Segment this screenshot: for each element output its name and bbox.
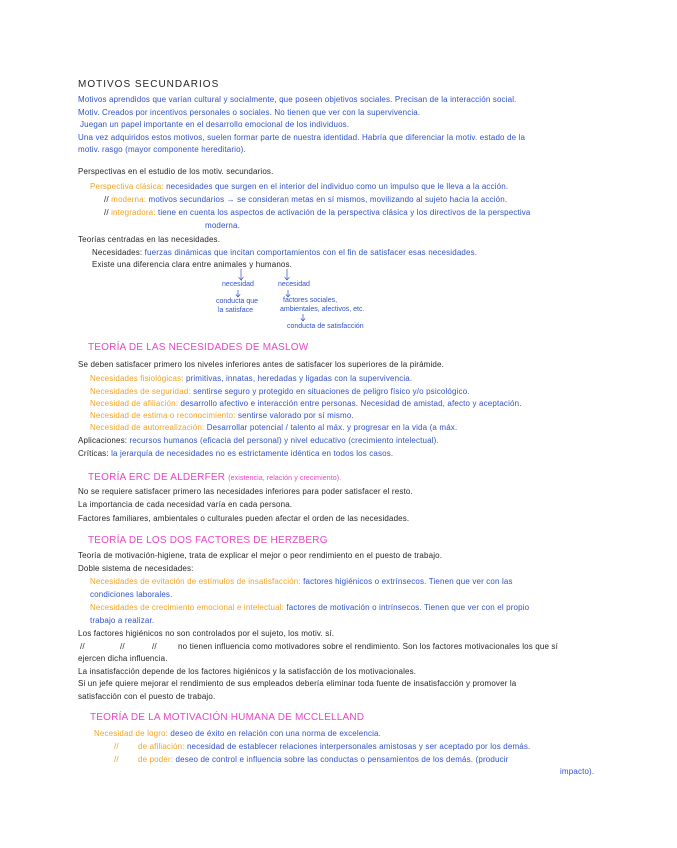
herzberg-intro: Teoría de motivación-higiene, trata de explicar el mejor o peor rendimiento en el puesto de trabajo.	[78, 551, 443, 560]
maslow-heading: TEORÍA DE LAS NECESIDADES DE MASLOW	[88, 342, 309, 353]
maslow-need-label: Necesidades fisiológicas:	[90, 374, 184, 383]
herzberg-growth-text: factores de motivación o intrínsecos. Tienen que ver con el propio	[286, 603, 530, 612]
herzberg-dissatisfaction: La insatisfacción depende de los factores higiénicos y la satisfacción de los motivacionales.	[78, 667, 417, 676]
intro-line: Una vez adquiridos estos motivos, suelen formar parte de nuestra identidad. Habría que diferenciar la motiv. estado de la	[78, 133, 526, 142]
mcclelland-achievement	[94, 729, 381, 739]
ditto-mark: //	[80, 642, 85, 651]
maslow-applications-label: Aplicaciones:	[78, 436, 128, 445]
herzberg-avoidance	[90, 577, 513, 587]
maslow-need-text: Desarrollar potencial / talento al máx. y progresar en la vida (a máx.	[206, 423, 458, 432]
herzberg-influence-text: no tienen influencia como motivadores sobre el rendimiento. Son los factores motivacionales los que sí	[178, 642, 558, 651]
mcclelland-achievement-text: deseo de éxito en relación con una norma de excelencia.	[170, 729, 381, 738]
maslow-applications-text: recursos humanos (eficacia del personal) y nivel educativo (crecimiento intelectual).	[129, 436, 439, 445]
herzberg-growth-label: Necesidades de crecimiento emocional e intelectual:	[90, 603, 284, 612]
maslow-need	[90, 374, 412, 384]
maslow-need	[90, 399, 522, 409]
alderfer-line: No se requiere satisfacer primero las necesidades inferiores para poder satisfacer el resto.	[78, 487, 413, 496]
herzberg-boss: Si un jefe quiere mejorar el rendimiento de sus empleados debería eliminar toda fuente de insatisfacción y promover la	[78, 679, 517, 688]
diagram-human-factors: factores sociales,	[283, 297, 338, 304]
mcclelland-affiliation-text: necesidad de establecer relaciones interpersonales amistosas y ser aceptado por los demás.	[186, 742, 531, 751]
maslow-criticism	[78, 449, 393, 459]
maslow-criticism-text: la jerarquía de necesidades no es estrictamente idéntica en todos los casos.	[111, 449, 394, 458]
perspective-classic	[90, 182, 508, 192]
diagram-animal-behavior: conducta que	[216, 298, 259, 305]
intro-line: Motiv. Creados por incentivos personales o sociales. No tienen que ver con la supervivencia.	[78, 108, 421, 117]
arrow-down-icon	[285, 269, 290, 280]
perspective-modern	[104, 195, 507, 205]
herzberg-influence-cont: ejercen dicha influencia.	[78, 654, 168, 663]
needs-definition-text: fuerzas dinámicas que incitan comportamientos con el fin de satisfacer esas necesidades.	[144, 248, 478, 257]
diagram-human-need: necesidad	[278, 281, 310, 288]
alderfer-heading-title: TEORÍA ERC DE ALDERFER	[88, 472, 226, 483]
ditto-mark: //	[104, 208, 109, 217]
alderfer-line: La importancia de cada necesidad varía en cada persona.	[78, 500, 293, 509]
perspective-integrative	[104, 208, 531, 218]
herzberg-growth	[90, 603, 529, 613]
intro-line: motiv. rasgo (mayor componente hereditario).	[78, 145, 246, 154]
maslow-need	[90, 387, 470, 397]
arrow-down-icon	[286, 290, 290, 297]
herzberg-control: Los factores higiénicos no son controlados por el sujeto, los motiv. sí.	[78, 629, 335, 638]
ditto-mark: //	[152, 642, 157, 651]
intro-line: Motivos aprendidos que varían cultural y socialmente, que poseen objetivos sociales. Precisan de la interacción social.	[78, 95, 517, 104]
animals-humans-difference: Existe una diferencia clara entre animales y humanos.	[92, 260, 293, 269]
maslow-need-text: sentirse seguro y protegido en situaciones de peligro físico y/o psicológico.	[193, 387, 470, 396]
ditto-mark: //	[114, 755, 119, 764]
maslow-need	[90, 411, 354, 421]
perspective-integrative-text: tiene en cuenta los aspectos de activación de la perspectiva clásica y los directivos de la perspectiva	[158, 208, 531, 217]
maslow-need-text: sentirse valorado por sí mismo.	[238, 411, 354, 420]
diagram-animal-need: necesidad	[222, 281, 254, 288]
alderfer-heading	[88, 471, 341, 485]
maslow-criticism-label: Críticas:	[78, 449, 109, 458]
herzberg-growth-cont: trabajo a realizar.	[90, 616, 155, 625]
maslow-need-text: desarrollo afectivo e interacción entre personas. Necesidad de amistad, afecto y aceptación.	[180, 399, 522, 408]
herzberg-avoidance-cont: condiciones laborales.	[90, 590, 173, 599]
diagram-animal-behavior: la satisface	[218, 307, 254, 314]
mcclelland-power	[114, 755, 508, 765]
arrow-down-icon	[239, 269, 244, 280]
maslow-need-label: Necesidad de estima o reconocimiento:	[90, 411, 236, 420]
maslow-need	[90, 423, 457, 433]
mcclelland-power-text: deseo de control e influencia sobre las conductas o pensamientos de los demás. (producir	[175, 755, 509, 764]
ditto-mark: //	[104, 195, 109, 204]
mcclelland-power-cont: impacto).	[560, 767, 595, 776]
maslow-need-label: Necesidades de seguridad:	[90, 387, 191, 396]
perspective-integrative-cont: moderna.	[205, 221, 240, 230]
herzberg-avoidance-text: factores higiénicos o extrínsecos. Tienen que ver con las	[303, 577, 513, 586]
herzberg-boss-cont: satisfacción con el puesto de trabajo.	[78, 692, 216, 701]
mcclelland-heading: TEORÍA DE LA MOTIVACIÓN HUMANA DE MCCLELLAND	[90, 712, 365, 723]
mcclelland-achievement-label: Necesidad de logro:	[94, 729, 169, 738]
perspective-integrative-label: integradora:	[111, 208, 156, 217]
arrow-down-icon	[236, 290, 240, 297]
page-title: MOTIVOS SECUNDARIOS	[78, 79, 220, 90]
ditto-mark: //	[114, 742, 119, 751]
maslow-applications	[78, 436, 439, 446]
diagram-human-behavior: conducta de satisfacción	[287, 323, 364, 330]
diagram-human-factors: ambientales, afectivos, etc.	[280, 306, 365, 313]
alderfer-line: Factores familiares, ambientales o culturales pueden afectar el orden de las necesidades.	[78, 514, 410, 523]
mcclelland-affiliation-label: de afiliación:	[138, 742, 185, 751]
perspective-classic-text: necesidades que surgen en el interior del individuo como un impulso que le lleva a la acción.	[166, 182, 509, 191]
perspective-modern-text: motivos secundarios → se consideran metas en sí mismos, movilizando al sujeto hacia la acción.	[148, 195, 508, 204]
mcclelland-affiliation	[114, 742, 530, 752]
maslow-intro: Se deben satisfacer primero los niveles inferiores antes de satisfacer los superiores de la pirámide.	[78, 360, 444, 369]
maslow-need-label: Necesidad de autorrealización:	[90, 423, 205, 432]
maslow-need-label: Necesidad de afiliación:	[90, 399, 179, 408]
mcclelland-power-label: de poder:	[138, 755, 174, 764]
herzberg-heading: TEORÍA DE LOS DOS FACTORES DE HERZBERG	[88, 535, 328, 546]
ditto-mark: //	[120, 642, 125, 651]
needs-definition	[92, 248, 477, 258]
herzberg-double-system: Doble sistema de necesidades:	[78, 564, 194, 573]
herzberg-avoidance-label: Necesidades de evitación de estímulos de insatisfacción:	[90, 577, 301, 586]
perspectives-heading: Perspectivas en el estudio de los motiv. secundarios.	[78, 167, 274, 176]
perspective-modern-label: moderna:	[111, 195, 147, 204]
needs-definition-label: Necesidades:	[92, 248, 143, 257]
arrow-down-icon	[301, 314, 305, 321]
herzberg-influence	[80, 642, 558, 652]
intro-line: Juegan un papel importante en el desarrollo emocional de los individuos.	[80, 120, 350, 129]
maslow-need-text: primitivas, innatas, heredadas y ligadas con la supervivencia.	[185, 374, 413, 383]
alderfer-heading-subtitle: (existencia, relación y crecimiento).	[228, 475, 342, 482]
perspective-classic-label: Perspectiva clásica:	[90, 182, 164, 191]
needs-theories-heading: Teorías centradas en las necesidades.	[78, 235, 221, 244]
